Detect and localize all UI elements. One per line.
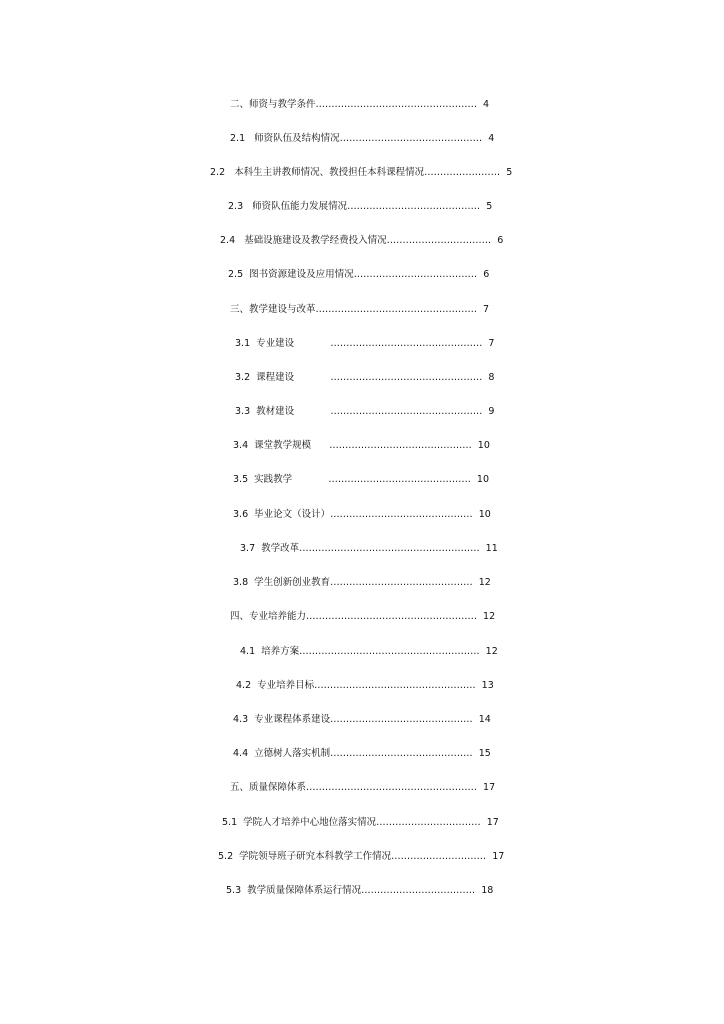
toc-entry-3-5: 3.5 实践教学 ……………………………………… 10 [233, 474, 490, 485]
toc-entry-2-4: 2.4 基础设施建设及教学经费投入情况…………………………… 6 [220, 235, 504, 246]
toc-entry-section-5: 五、质量保障体系……………………………………………… 17 [230, 782, 496, 793]
toc-entry-3-8: 3.8 学生创新创业教育……………………………………… 12 [233, 577, 491, 588]
toc-entry-section-2: 二、师资与教学条件…………………………………………… 4 [230, 99, 490, 110]
toc-entry-5-1: 5.1 学院人才培养中心地位落实情况…………………………… 17 [222, 817, 499, 828]
toc-entry-3-4: 3.4 课堂教学规模 ……………………………………… 10 [233, 440, 490, 451]
toc-entry-4-4: 4.4 立德树人落实机制……………………………………… 15 [233, 748, 491, 759]
toc-entry-5-2: 5.2 学院领导班子研究本科教学工作情况………………………… 17 [218, 851, 505, 862]
toc-entry-5-3: 5.3 教学质量保障体系运行情况……………………………… 18 [226, 885, 494, 896]
toc-entry-3-6: 3.6 毕业论文（设计）……………………………………… 10 [233, 509, 491, 520]
toc-entry-2-2: 2.2 本科生主讲教师情况、教授担任本科课程情况…………………… 5 [210, 167, 513, 178]
toc-entry-section-4: 四、专业培养能力……………………………………………… 12 [230, 611, 496, 622]
toc-entry-2-3: 2.3 师资队伍能力发展情况…………………………………… 5 [228, 201, 493, 212]
toc-entry-4-1: 4.1 培养方案………………………………………………… 12 [240, 646, 498, 657]
toc-entry-2-1: 2.1 师资队伍及结构情况……………………………………… 4 [230, 133, 495, 144]
toc-entry-3-1: 3.1 专业建设 ………………………………………… 7 [235, 338, 495, 349]
toc-entry-section-3: 三、教学建设与改革…………………………………………… 7 [230, 304, 490, 315]
toc-entry-4-2: 4.2 专业培养目标…………………………………………… 13 [236, 680, 494, 691]
toc-entry-3-7: 3.7 教学改革………………………………………………… 11 [240, 543, 498, 554]
toc-entry-3-3: 3.3 教材建设 ………………………………………… 9 [235, 406, 495, 417]
toc-entry-3-2: 3.2 课程建设 ………………………………………… 8 [235, 372, 495, 383]
toc-entry-4-3: 4.3 专业课程体系建设……………………………………… 14 [233, 714, 491, 725]
toc-entry-2-5: 2.5 图书资源建设及应用情况………………………………… 6 [228, 269, 490, 280]
